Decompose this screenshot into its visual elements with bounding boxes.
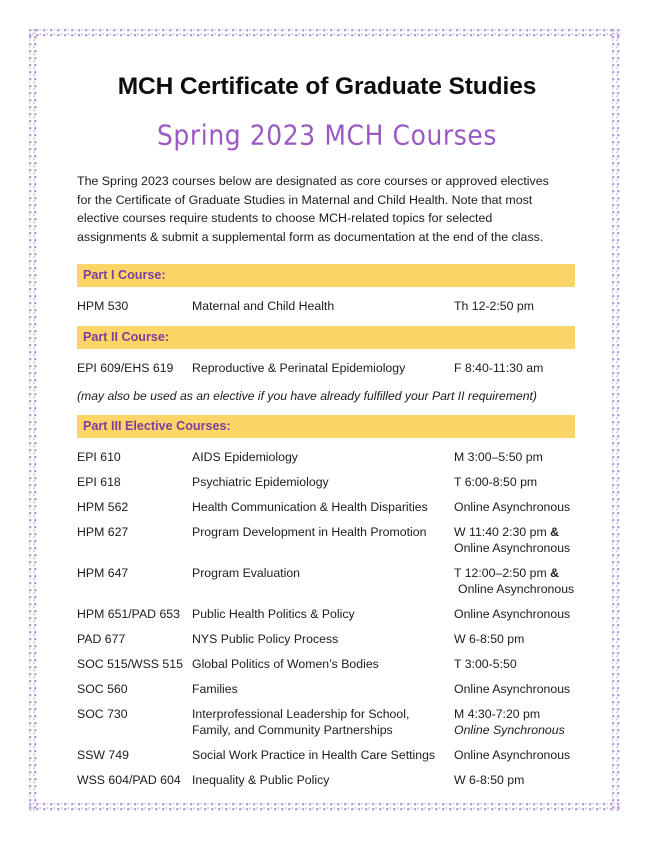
course-schedule bbox=[454, 763, 577, 788]
course-title-line1: Psychiatric Epidemiology bbox=[192, 475, 329, 490]
course-schedule bbox=[454, 490, 577, 515]
course-schedule-line1: M 3:00–5:50 pm bbox=[454, 450, 543, 465]
course-schedule bbox=[454, 647, 577, 672]
course-title-line1: AIDS Epidemiology bbox=[192, 450, 298, 465]
course-schedule-line1: T 12:00–2:50 pm & bbox=[454, 566, 560, 581]
course-code: SSW 749 bbox=[77, 748, 129, 763]
course-title bbox=[192, 738, 454, 763]
border-left-edge bbox=[29, 29, 38, 812]
course-schedule-line1: T 3:00-5:50 bbox=[454, 657, 517, 672]
table-row bbox=[77, 556, 577, 597]
course-schedule-line1: F 8:40-11:30 am bbox=[454, 361, 544, 376]
table-row bbox=[77, 349, 577, 376]
course-schedule-line1: W 6-8:50 pm bbox=[454, 773, 525, 788]
course-code: SOC 730 bbox=[77, 707, 128, 722]
course-title bbox=[192, 763, 454, 788]
sections-container bbox=[77, 264, 577, 788]
course-title bbox=[192, 465, 454, 490]
section-heading-bar: Part III Elective Courses: bbox=[77, 415, 575, 438]
course-title-line1: Program Development in Health Promotion bbox=[192, 525, 427, 540]
course-schedule-line1: Online Asynchronous bbox=[454, 607, 571, 622]
course-title-line1: Social Work Practice in Health Care Settings bbox=[192, 748, 436, 763]
course-schedule bbox=[454, 287, 577, 314]
course-schedule-line1: M 4:30-7:20 pm bbox=[454, 707, 541, 722]
course-title bbox=[192, 647, 454, 672]
table-row bbox=[77, 647, 577, 672]
section-note: (may also be used as an elective if you have already fulfilled your Part II requirement) bbox=[77, 389, 537, 404]
course-title-line1: Health Communication & Health Disparities bbox=[192, 500, 428, 515]
course-title-line1: Program Evaluation bbox=[192, 566, 300, 581]
course-schedule bbox=[454, 738, 577, 763]
course-code: HPM 562 bbox=[77, 500, 129, 515]
course-schedule-line2: Online Asynchronous bbox=[458, 582, 575, 597]
course-table bbox=[77, 287, 577, 314]
document-content bbox=[77, 0, 577, 788]
page-subtitle: Spring 2023 MCH Courses bbox=[156, 118, 498, 152]
section-heading-bar: Part II Course: bbox=[77, 326, 575, 349]
course-code: EPI 609/EHS 619 bbox=[77, 361, 174, 376]
course-title bbox=[192, 622, 454, 647]
course-schedule bbox=[454, 622, 577, 647]
course-title-line1: Families bbox=[192, 682, 238, 697]
course-code: HPM 647 bbox=[77, 566, 129, 581]
course-schedule-line1: W 11:40 2:30 pm & bbox=[454, 525, 560, 540]
table-row bbox=[77, 763, 577, 788]
border-bottom-edge bbox=[29, 803, 621, 812]
table-row bbox=[77, 515, 577, 556]
course-schedule-line1: Online Asynchronous bbox=[454, 500, 571, 515]
course-schedule-line1: Th 12-2:50 pm bbox=[454, 299, 534, 314]
table-row bbox=[77, 465, 577, 490]
ampersand-emphasis: & bbox=[550, 566, 560, 581]
course-title bbox=[192, 349, 454, 376]
table-row bbox=[77, 738, 577, 763]
course-code: HPM 530 bbox=[77, 299, 129, 314]
course-schedule-line2: Online Synchronous bbox=[454, 723, 565, 738]
course-title-line2: Family, and Community Partnerships bbox=[192, 723, 393, 738]
course-code: SOC 560 bbox=[77, 682, 128, 697]
course-schedule bbox=[454, 438, 577, 465]
page-title: MCH Certificate of Graduate Studies bbox=[117, 73, 537, 100]
ampersand-emphasis: & bbox=[550, 525, 560, 540]
course-code: EPI 610 bbox=[77, 450, 121, 465]
intro-paragraph: The Spring 2023 courses below are designated as core courses or approved electives for the Certificate of Graduate Studies in Maternal and Child Health. Note that most elective courses require students to choose MCH-related topics for selected assignments & submit a supplemental form as documentation at the end of the class. bbox=[77, 174, 549, 244]
course-title-line1: Reproductive & Perinatal Epidemiology bbox=[192, 361, 406, 376]
table-row bbox=[77, 622, 577, 647]
course-code: HPM 651/PAD 653 bbox=[77, 607, 180, 622]
course-code: PAD 677 bbox=[77, 632, 126, 647]
course-schedule bbox=[454, 697, 577, 738]
course-schedule-line1: Online Asynchronous bbox=[454, 748, 571, 763]
course-schedule bbox=[454, 556, 577, 597]
course-schedule-line2: Online Asynchronous bbox=[454, 541, 571, 556]
course-table bbox=[77, 349, 577, 376]
course-title bbox=[192, 490, 454, 515]
course-title-line1: Global Politics of Women’s Bodies bbox=[192, 657, 379, 672]
course-schedule bbox=[454, 349, 577, 376]
course-title-line1: NYS Public Policy Process bbox=[192, 632, 339, 647]
course-title-line1: Maternal and Child Health bbox=[192, 299, 335, 314]
course-schedule bbox=[454, 465, 577, 490]
border-right-edge bbox=[612, 29, 621, 812]
course-schedule bbox=[454, 672, 577, 697]
table-row bbox=[77, 672, 577, 697]
section-heading-bar: Part I Course: bbox=[77, 264, 575, 287]
course-title-line1: Public Health Politics & Policy bbox=[192, 607, 355, 622]
course-title-line1: Inequality & Public Policy bbox=[192, 773, 330, 788]
course-code: WSS 604/PAD 604 bbox=[77, 773, 181, 788]
course-title bbox=[192, 697, 454, 738]
course-title bbox=[192, 672, 454, 697]
course-code: HPM 627 bbox=[77, 525, 129, 540]
course-schedule-line1: W 6-8:50 pm bbox=[454, 632, 525, 647]
course-table bbox=[77, 438, 577, 788]
course-title bbox=[192, 287, 454, 314]
course-schedule bbox=[454, 515, 577, 556]
table-row bbox=[77, 287, 577, 314]
course-title bbox=[192, 556, 454, 597]
course-title bbox=[192, 515, 454, 556]
table-row bbox=[77, 697, 577, 738]
course-schedule-line1: Online Asynchronous bbox=[454, 682, 571, 697]
course-title bbox=[192, 597, 454, 622]
course-schedule-line1: T 6:00-8:50 pm bbox=[454, 475, 538, 490]
table-row bbox=[77, 597, 577, 622]
table-row bbox=[77, 438, 577, 465]
course-schedule bbox=[454, 597, 577, 622]
course-code: SOC 515/WSS 515 bbox=[77, 657, 183, 672]
course-code: EPI 618 bbox=[77, 475, 121, 490]
course-title bbox=[192, 438, 454, 465]
course-title-line1: Interprofessional Leadership for School, bbox=[192, 707, 410, 722]
table-row bbox=[77, 490, 577, 515]
